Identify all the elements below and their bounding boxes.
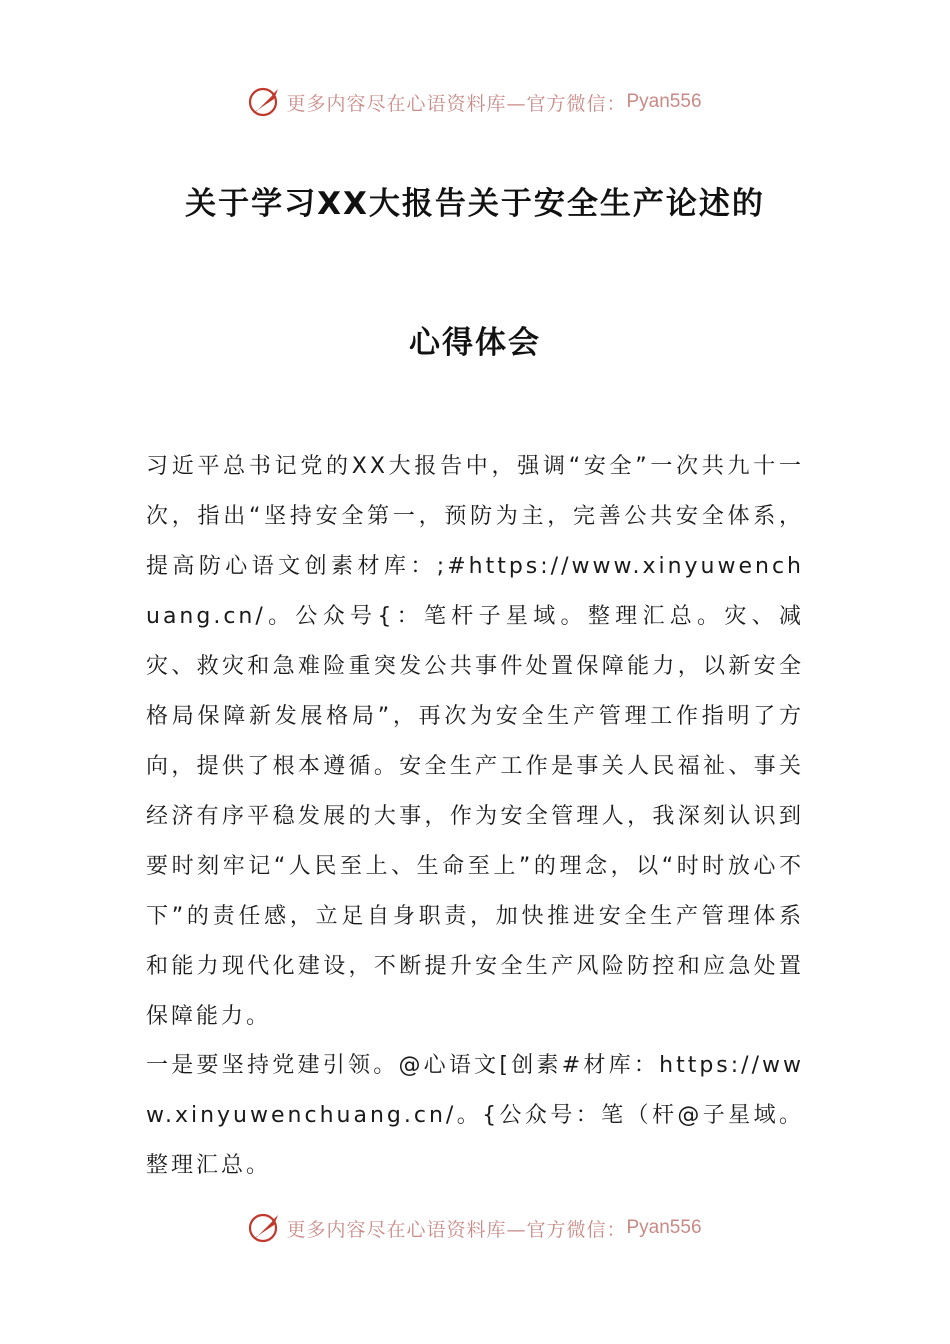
banner-text: 更多内容尽在心语资料库—官方微信： bbox=[286, 1218, 627, 1241]
body-paragraph-2: 一是要坚持党建引领。@心语文[创素#材库：https://www.xinyuwenchuang.cn/。{公众号：笔（杆@子星域。整理汇总。 bbox=[146, 1053, 804, 1178]
header-banner bbox=[0, 82, 950, 122]
document-title-line-1: 关于学习XX大报告关于安全生产论述的 bbox=[185, 186, 765, 222]
document-title-line-2: 心得体会 bbox=[409, 325, 541, 361]
quill-logo-icon bbox=[248, 85, 282, 119]
footer-banner bbox=[0, 1208, 950, 1248]
banner-text: 更多内容尽在心语资料库—官方微信： bbox=[286, 92, 627, 115]
banner-wechat-id: Pyan556 bbox=[626, 91, 702, 112]
quill-logo-icon bbox=[248, 1211, 282, 1245]
banner-wechat-id: Pyan556 bbox=[626, 1217, 702, 1238]
body-paragraph-1: 习近平总书记党的XX大报告中，强调“安全”一次共九十一次，指出“坚持安全第一，预防为主，完善公共安全体系，提高防心语文创素材库：;#https://www.xinyuwenchuang.cn/。公众号{：笔杆子星域。整理汇总。灾、减灾、救灾和急难险重突发公共事件处置保障能力，以新安全格局保障新发展格局”，再次为安全生产管理工作指明了方向，提供了根本遵循。安全生产工作是事关人民福祉、事关经济有序平稳发展的大事，作为安全管理人，我深刻认识到要时刻牢记“人民至上、生命至上”的理念，以“时时放心不下”的责任感，立足自身职责，加快推进安全生产管理体系和能力现代化建设，不断提升安全生产风险防控和应急处置保障能力。 bbox=[146, 454, 804, 1029]
